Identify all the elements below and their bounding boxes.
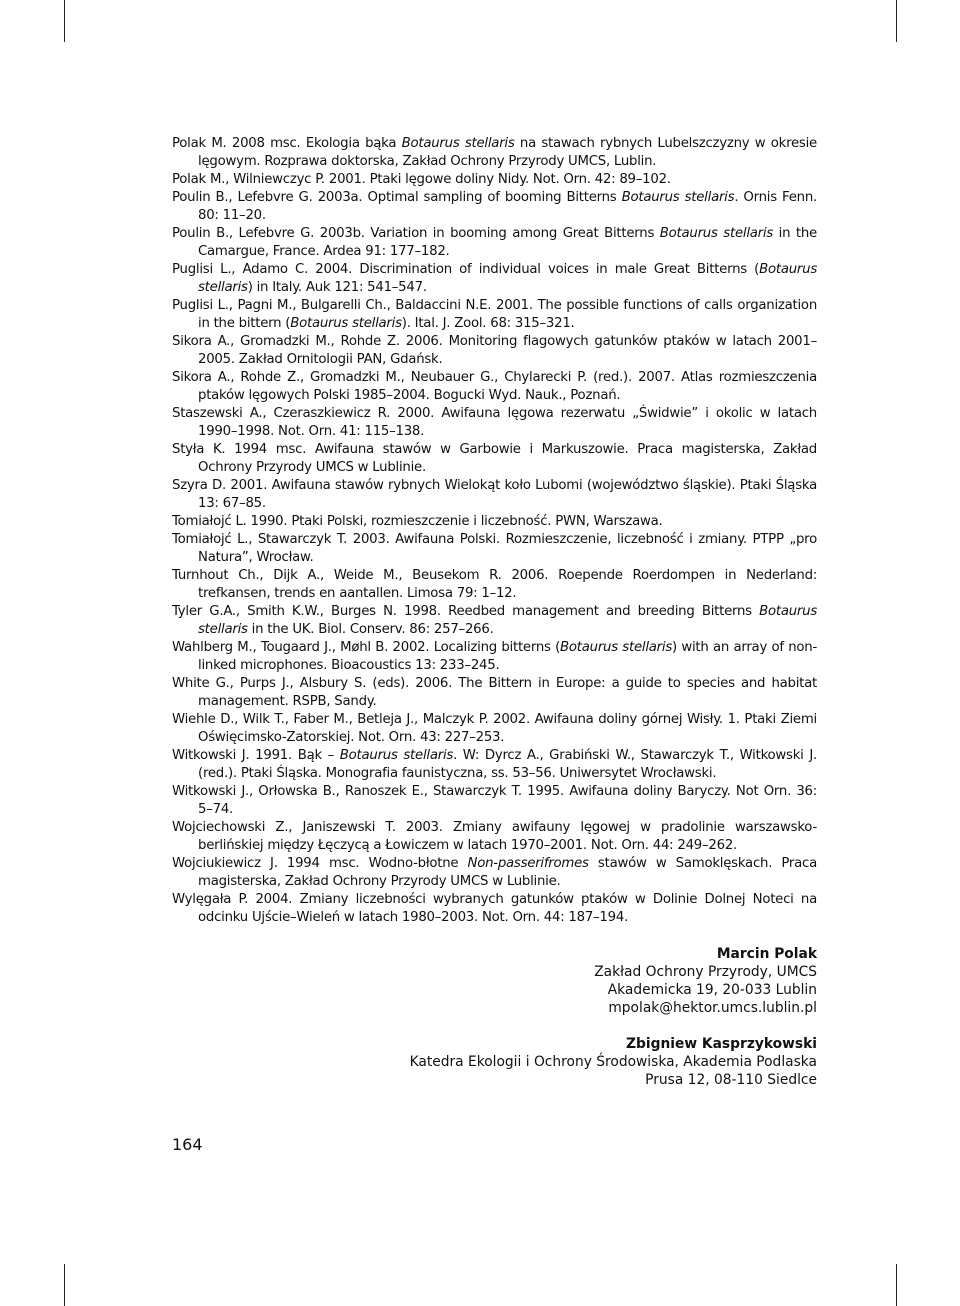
crop-mark-top-right [896, 0, 897, 42]
reference-item [172, 477, 817, 513]
reference-text: ) in Italy. Auk 121: 541–547. [247, 280, 427, 295]
reference-text: in the UK. Biol. Conserv. 86: 257–266. [247, 622, 494, 637]
reference-item [172, 819, 817, 855]
reference-text: Wiehle D., Wilk T., Faber M., Betleja J., Malczyk P. 2002. Awifauna doliny górnej Wisły. 1. Ptaki Ziemi Oświęcimsko-Zatorskiej. Not. Orn. 43: 227–253. [172, 712, 817, 745]
reference-italic-text: Botaurus stellaris [198, 604, 817, 637]
crop-mark-bottom-right [896, 1264, 897, 1306]
author-name: Marcin Polak [716, 946, 817, 962]
reference-item [172, 783, 817, 819]
reference-item [172, 189, 817, 225]
reference-item [172, 171, 817, 189]
reference-text: Sikora A., Gromadzki M., Rohde Z. 2006. Monitoring flagowych gatunków ptaków w latach 2001–2005. Zakład Ornitologii PAN, Gdańsk. [172, 334, 817, 367]
reference-text: Poulin B., Lefebvre G. 2003a. Optimal sampling of booming Bitterns [172, 190, 622, 205]
page-number: 164 [172, 1135, 203, 1154]
reference-text: Witkowski J., Orłowska B., Ranoszek E., Stawarczyk T. 1995. Awifauna doliny Baryczy. Not Orn. 36: 5–74. [172, 784, 817, 817]
reference-item [172, 675, 817, 711]
reference-item [172, 531, 817, 567]
reference-italic-text: Botaurus stellaris [560, 640, 673, 655]
reference-italic-text: Botaurus stellaris [621, 190, 735, 205]
reference-item [172, 261, 817, 297]
reference-text: . Ornis Fenn. 80: 11–20. [198, 190, 817, 223]
reference-text: Tyler G.A., Smith K.W., Burges N. 1998. Reedbed management and breeding Bitterns [172, 604, 760, 619]
crop-mark-top-left [64, 0, 65, 42]
reference-item [172, 135, 817, 171]
reference-item [172, 567, 817, 603]
author-address: Prusa 12, 08-110 Siedlce [645, 1072, 817, 1088]
reference-item [172, 747, 817, 783]
reference-text: Styła K. 1994 msc. Awifauna stawów w Garbowie i Markuszowie. Praca magisterska, Zakład Ochrony Przyrody UMCS w Lublinie. [172, 442, 817, 475]
reference-text: Puglisi L., Pagni M., Bulgarelli Ch., Baldaccini N.E. 2001. The possible functions of calls organization in the bittern ( [172, 298, 817, 331]
reference-text: Poulin B., Lefebvre G. 2003b. Variation in booming among Great Bitterns [172, 226, 660, 241]
reference-text: Polak M. 2008 msc. Ekologia bąka [172, 136, 402, 151]
reference-item [172, 441, 817, 477]
reference-text: Tomiałojć L., Stawarczyk T. 2003. Awifauna Polski. Rozmieszczenie, liczebność i zmiany. PTPP „pro Natura”, Wrocław. [172, 532, 817, 565]
reference-item [172, 297, 817, 333]
reference-italic-text: Botaurus stellaris [198, 262, 817, 295]
reference-item [172, 405, 817, 441]
reference-text: White G., Purps J., Alsbury S. (eds). 2006. The Bittern in Europe: a guide to species and habitat management. RSPB, Sandy. [172, 676, 817, 709]
reference-italic-text: Botaurus stellaris [339, 748, 454, 763]
reference-item [172, 855, 817, 891]
reference-text: Turnhout Ch., Dijk A., Weide M., Beusekom R. 2006. Roepende Roerdompen in Nederland: trefkansen, trends en aantallen. Limosa 79: 1–12. [172, 568, 817, 601]
reference-text: Wahlberg M., Tougaard J., Møhl B. 2002. Localizing bitterns ( [172, 640, 561, 655]
reference-text: ) with an array of non-linked microphones. Bioacoustics 13: 233–245. [198, 640, 817, 673]
reference-text: Wojciukiewicz J. 1994 msc. Wodno-błotne [172, 856, 468, 871]
reference-text: Puglisi L., Adamo C. 2004. Discrimination of individual voices in male Great Bitterns ( [172, 262, 760, 277]
reference-item [172, 603, 817, 639]
reference-item [172, 333, 817, 369]
reference-text: . W: Dyrcz A., Grabiński W., Stawarczyk T., Witkowski J. (red.). Ptaki Śląska. Monografia faunistyczna, ss. 53–56. Uniwersytet Wrocławski. [198, 748, 817, 781]
reference-item [172, 639, 817, 675]
reference-text: Sikora A., Rohde Z., Gromadzki M., Neubauer G., Chylarecki P. (red.). 2007. Atlas rozmieszczenia ptaków lęgowych Polski 1985–2004. Bogucki Wyd. Nauk., Poznań. [172, 370, 817, 403]
author-block-2 [297, 1035, 817, 1089]
reference-text: in the Camargue, France. Ardea 91: 177–182. [198, 226, 817, 259]
reference-text: Staszewski A., Czeraszkiewicz R. 2000. Awifauna lęgowa rezerwatu „Świdwie” i okolic w latach 1990–1998. Not. Orn. 41: 115–138. [172, 406, 817, 439]
author-affiliation: Katedra Ekologii i Ochrony Środowiska, Akademia Podlaska [409, 1054, 817, 1070]
reference-text: ). Ital. J. Zool. 68: 315–321. [401, 316, 575, 331]
reference-item [172, 369, 817, 405]
author-affiliation: Zakład Ochrony Przyrody, UMCS [594, 964, 817, 980]
reference-text: na stawach rybnych Lubelszczyzny w okresie lęgowym. Rozprawa doktorska, Zakład Ochrony Przyrody UMCS, Lublin. [198, 136, 817, 169]
reference-text: stawów w Samoklęskach. Praca magisterska, Zakład Ochrony Przyrody UMCS w Lublinie. [198, 856, 817, 889]
author-address: Akademicka 19, 20-033 Lublin [607, 982, 817, 998]
reference-text: Polak M., Wilniewczyc P. 2001. Ptaki lęgowe doliny Nidy. Not. Orn. 42: 89–102. [172, 172, 671, 187]
reference-item [172, 891, 817, 927]
reference-italic-text: Botaurus stellaris [401, 136, 515, 151]
author-email: mpolak@hektor.umcs.lublin.pl [608, 1000, 817, 1016]
reference-item [172, 711, 817, 747]
reference-item [172, 225, 817, 261]
reference-italic-text: Botaurus stellaris [290, 316, 402, 331]
reference-text: Tomiałojć L. 1990. Ptaki Polski, rozmieszczenie i liczebność. PWN, Warszawa. [172, 514, 663, 529]
author-name: Zbigniew Kasprzykowski [625, 1036, 817, 1052]
crop-mark-bottom-left [64, 1264, 65, 1306]
reference-item [172, 513, 817, 531]
author-block-1 [297, 945, 817, 1017]
reference-italic-text: Botaurus stellaris [659, 226, 773, 241]
reference-list [172, 135, 817, 927]
reference-text: Witkowski J. 1991. Bąk – [172, 748, 340, 763]
reference-italic-text: Non-passerifromes [467, 856, 589, 871]
reference-text: Szyra D. 2001. Awifauna stawów rybnych Wielokąt koło Lubomi (województwo śląskie). Ptaki Śląska 13: 67–85. [172, 478, 817, 511]
reference-text: Wylęgała P. 2004. Zmiany liczebności wybranych gatunków ptaków w Dolinie Dolnej Noteci na odcinku Ujście–Wieleń w latach 1980–2003. Not. Orn. 44: 187–194. [172, 892, 817, 925]
reference-text: Wojciechowski Z., Janiszewski T. 2003. Zmiany awifauny lęgowej w pradolinie warszawsko-berlińskiej między Łęczycą a Łowiczem w latach 1970–2001. Not. Orn. 44: 249–262. [172, 820, 817, 853]
